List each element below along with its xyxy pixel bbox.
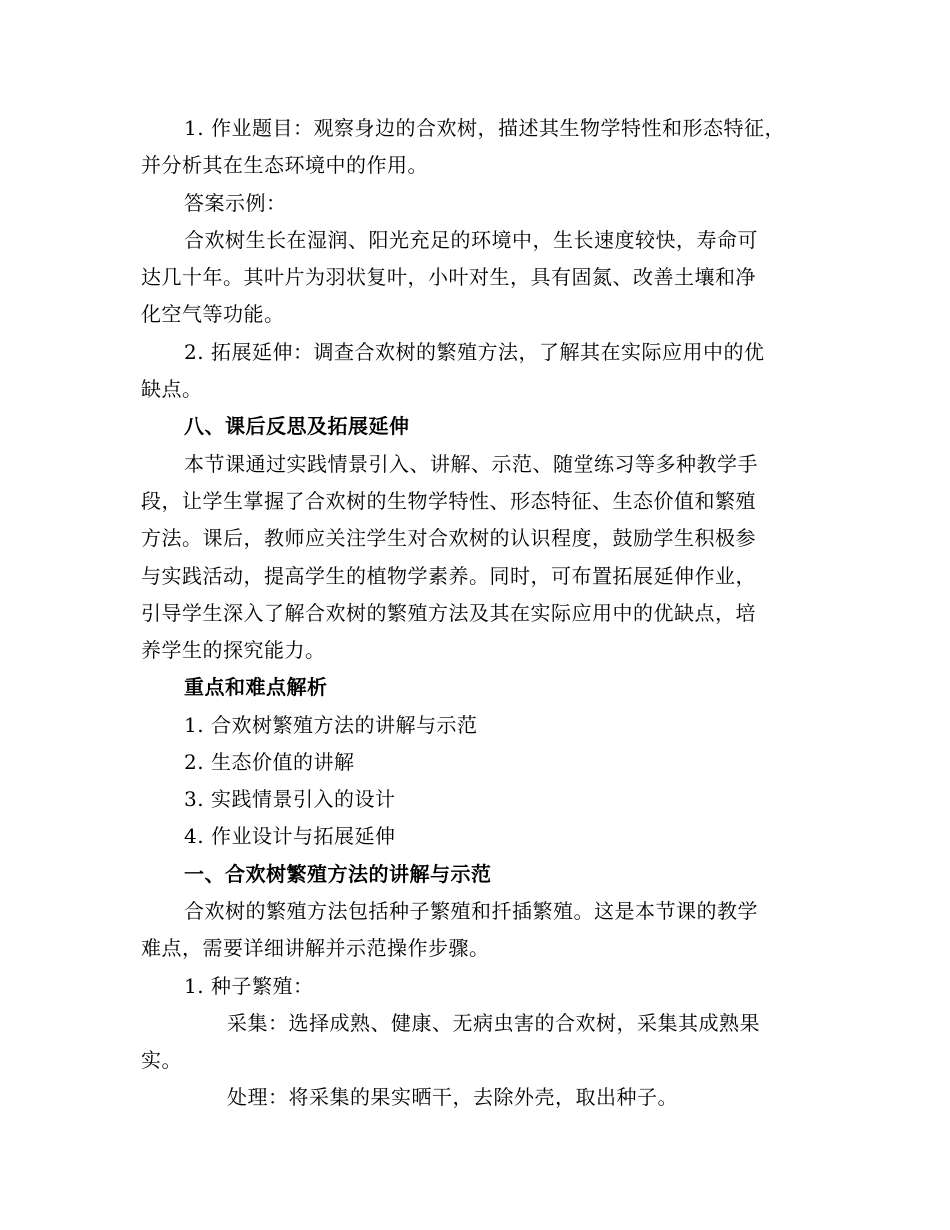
- key-point-1: 1. 合欢树繁殖方法的讲解与示范: [184, 713, 478, 737]
- assignment-2-line-2: 缺点。: [141, 377, 203, 401]
- processing-step-line: 处理：将采集的果实晒干，去除外壳，取出种子。: [227, 1085, 678, 1109]
- reflection-line-5: 引导学生深入了解合欢树的繁殖方法及其在实际应用中的优缺点，培: [141, 601, 756, 625]
- section-8-heading: 八、课后反思及拓展延伸: [184, 414, 410, 438]
- reflection-line-2: 段，让学生掌握了合欢树的生物学特性、形态特征、生态价值和繁殖: [141, 489, 756, 513]
- reflection-line-3: 方法。课后，教师应关注学生对合欢树的认识程度，鼓励学生积极参: [141, 526, 756, 550]
- reflection-line-4: 与实践活动，提高学生的植物学素养。同时，可布置拓展延伸作业，: [141, 564, 756, 588]
- key-point-4: 4. 作业设计与拓展延伸: [184, 824, 396, 848]
- answer-line-2: 达几十年。其叶片为羽状复叶，小叶对生，具有固氮、改善土壤和净: [141, 265, 756, 289]
- key-point-2: 2. 生态价值的讲解: [184, 750, 355, 774]
- propagation-intro-line-1: 合欢树的繁殖方法包括种子繁殖和扦插繁殖。这是本节课的教学: [184, 899, 758, 923]
- answer-line-1: 合欢树生长在湿润、阳光充足的环境中，生长速度较快，寿命可: [184, 228, 758, 252]
- collection-step-line-1: 采集：选择成熟、健康、无病虫害的合欢树，采集其成熟果: [227, 1011, 760, 1035]
- answer-example-label: 答案示例：: [184, 191, 287, 215]
- reflection-line-6: 养学生的探究能力。: [141, 638, 326, 662]
- reflection-line-1: 本节课通过实践情景引入、讲解、示范、随堂练习等多种教学手: [184, 452, 758, 476]
- seed-propagation-heading: 1. 种子繁殖：: [184, 974, 314, 998]
- assignment-2-line-1: 2. 拓展延伸：调查合欢树的繁殖方法，了解其在实际应用中的优: [184, 340, 765, 364]
- propagation-intro-line-2: 难点，需要详细讲解并示范操作步骤。: [141, 936, 490, 960]
- collection-step-line-2: 实。: [141, 1048, 182, 1072]
- assignment-1-line-2: 并分析其在生态环境中的作用。: [141, 153, 428, 177]
- key-point-3: 3. 实践情景引入的设计: [184, 787, 396, 811]
- key-points-heading: 重点和难点解析: [184, 675, 328, 699]
- section-1-heading: 一、合欢树繁殖方法的讲解与示范: [184, 862, 492, 886]
- assignment-1-line-1: 1. 作业题目：观察身边的合欢树，描述其生物学特性和形态特征，: [184, 116, 785, 140]
- answer-line-3: 化空气等功能。: [141, 302, 285, 326]
